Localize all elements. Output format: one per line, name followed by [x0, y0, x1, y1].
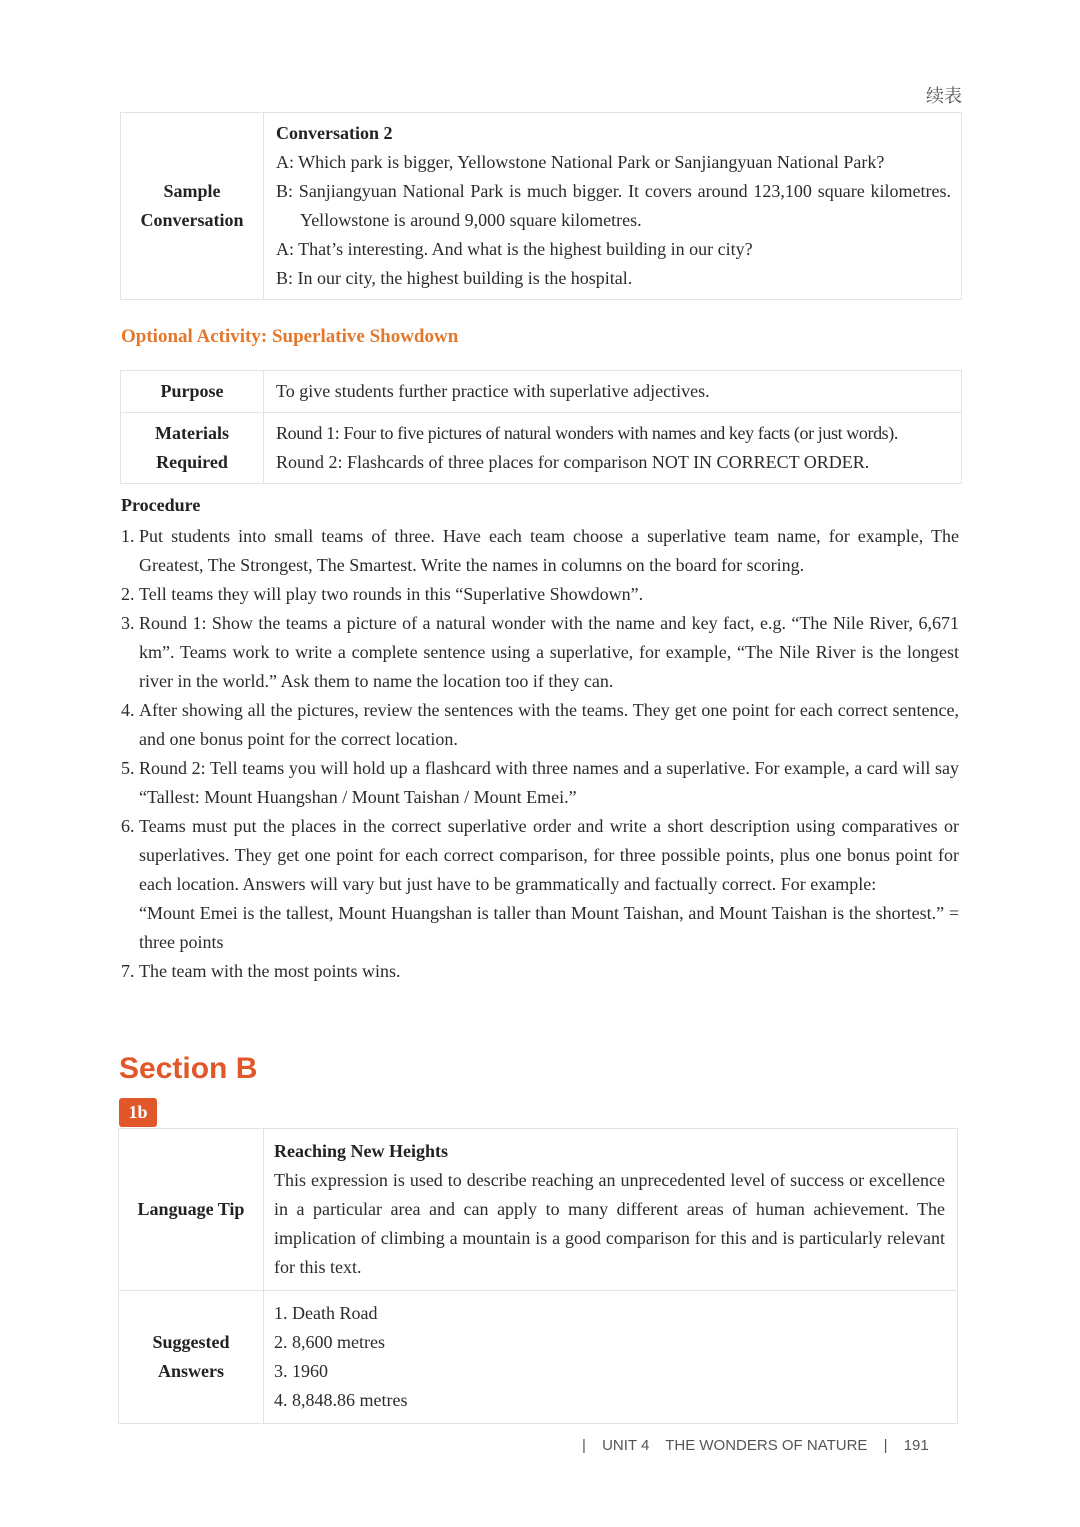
- answer-item: 3. 1960: [274, 1361, 328, 1381]
- optional-activity-title: Optional Activity: Superlative Showdown: [121, 326, 459, 347]
- materials-line: Round 2: Flashcards of three places for comparison NOT IN CORRECT ORDER.: [276, 452, 870, 472]
- page-number: 191: [903, 1437, 929, 1454]
- section-b-table: [118, 1128, 958, 1424]
- materials-line: Round 1: Four to five pictures of natural wonders with names and key facts (or just words).: [276, 423, 898, 443]
- procedure-step: 4. After showing all the pictures, review the sentences with the teams. They get one point for each correct sentence, and one bonus point for the correct location.: [121, 700, 959, 749]
- language-tip-content: [264, 1129, 958, 1291]
- conversation-title: Conversation 2: [276, 123, 393, 143]
- footer-unit: UNIT 4: [602, 1437, 650, 1454]
- section-b-heading: Section B: [119, 1052, 258, 1085]
- suggested-answers-content: [264, 1291, 958, 1424]
- procedure-title: Procedure: [121, 495, 201, 515]
- footer-separator: |: [582, 1437, 586, 1454]
- purpose-label: Purpose: [121, 371, 264, 413]
- procedure-step: 5. Round 2: Tell teams you will hold up a flashcard with three names and a superlative. For example, a card will say “Tallest: Mount Huangshan / Mount Taishan / Mount Emei.”: [121, 758, 959, 807]
- section-badge: 1b: [119, 1098, 157, 1127]
- answer-item: 4. 8,848.86 metres: [274, 1390, 408, 1410]
- conversation-line: B: In our city, the highest building is the hospital.: [276, 268, 633, 288]
- materials-content: [264, 413, 962, 484]
- footer-separator: |: [883, 1437, 888, 1454]
- procedure-example: “Mount Emei is the tallest, Mount Huangshan is taller than Mount Taishan, and Mount Taishan is the shortest.” = three points: [139, 903, 959, 952]
- activity-info-table: [120, 370, 962, 484]
- purpose-text: To give students further practice with superlative adjectives.: [264, 371, 962, 413]
- procedure-list: [121, 522, 959, 986]
- procedure-step: 3. Round 1: Show the teams a picture of a natural wonder with the name and key fact, e.g. “The Nile River, 6,671 km”. Teams work to write a complete sentence using a superlative, for example, “The Nile River is the longest river in the world.” Ask them to name the location too if they can.: [121, 613, 959, 691]
- conversation-line: A: Which park is bigger, Yellowstone National Park or Sanjiangyuan National Park?: [276, 152, 885, 172]
- footer-title: THE WONDERS OF NATURE: [665, 1437, 868, 1454]
- procedure-step: 7. The team with the most points wins.: [121, 961, 401, 981]
- procedure-step: 6. Teams must put the places in the correct superlative order and write a short description using comparatives or superlatives. They get one point for each correct comparison, for three possible points, plus one bonus point for each location. Answers will vary but just have to be grammatically and factually correct. For example: “Mount Emei is the tallest, Mount Huangshan is taller than Mount Taishan, and Mount Taishan is the shortest.” = three points: [121, 812, 959, 957]
- language-tip-label: Language Tip: [119, 1129, 264, 1291]
- page-footer: [582, 1437, 941, 1454]
- answer-item: 1. Death Road: [274, 1303, 378, 1323]
- language-tip-text: This expression is used to describe reaching an unprecedented level of success or excellence in a particular area and can apply to many different areas of human achievement. The implication of climbing a mountain is a good comparison for this and is particularly relevant for this text.: [274, 1170, 945, 1277]
- procedure-step: 1. Put students into small teams of three. Have each team choose a superlative team name, for example, The Greatest, The Strongest, The Smartest. Write the names in columns on the board for scoring.: [121, 526, 959, 575]
- sample-conversation-label: Sample Conversation: [121, 113, 264, 300]
- materials-label: Materials Required: [121, 413, 264, 484]
- conversation-line: B: Sanjiangyuan National Park is much bigger. It covers around 123,100 square kilometres. Yellowstone is around 9,000 square kilometres.: [276, 181, 951, 230]
- procedure-step: 2. Tell teams they will play two rounds in this “Superlative Showdown”.: [121, 584, 644, 604]
- language-tip-title: Reaching New Heights: [274, 1141, 448, 1161]
- continued-label: 续表: [926, 86, 962, 106]
- sample-conversation-content: [264, 113, 962, 300]
- suggested-answers-label: Suggested Answers: [119, 1291, 264, 1424]
- sample-conversation-table: [120, 112, 962, 300]
- conversation-line: A: That’s interesting. And what is the highest building in our city?: [276, 239, 753, 259]
- answer-item: 2. 8,600 metres: [274, 1332, 385, 1352]
